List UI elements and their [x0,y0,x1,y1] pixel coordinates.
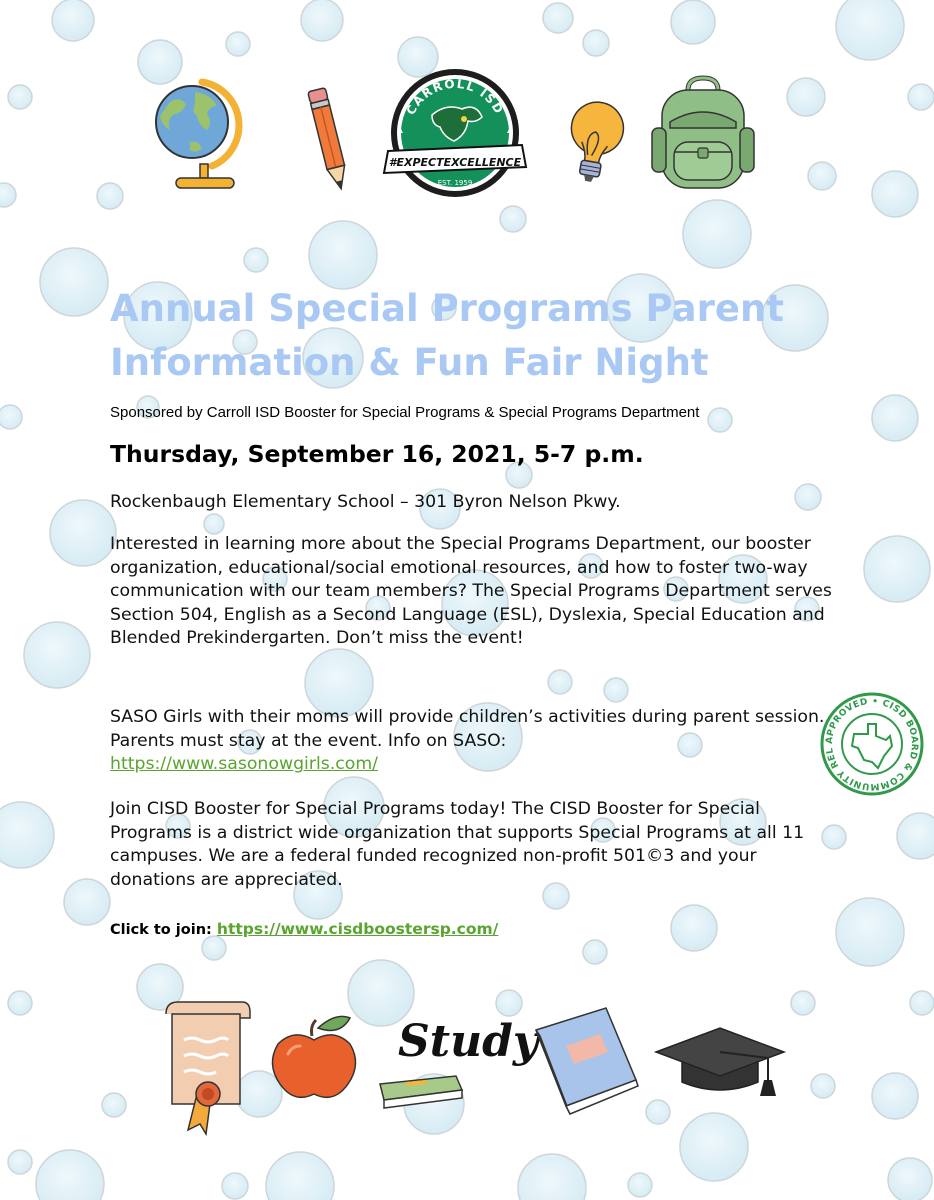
intro-paragraph: Interested in learning more about the Special Programs Department, our booster organization, educational/social emotional resources, and how to foster two-way communication with our team members? The Special Programs Department serves Section 504, English as a Second Language (ESL), Dyslexia, Special Education and Blended Prekindergarten. Don’t miss the event! [110,534,832,648]
join-link[interactable]: https://www.cisdboostersp.com/ [216,920,499,938]
event-date: Thursday, September 16, 2021, 5-7 p.m. [110,440,644,468]
logo-est: EST. 1959 [437,179,473,187]
saso-paragraph [110,706,835,777]
pencil-icon [304,84,356,196]
saso-text: SASO Girls with their moms will provide children’s activities during parent session. Parents must stay at the event. Info on SASO: [110,707,825,751]
join-label: Click to join: [110,922,212,938]
logo-motto: #EXPECTEXCELLENCE [388,156,522,169]
booster-paragraph: Join CISD Booster for Special Programs today! The CISD Booster for Special Programs is a district wide organization that supports Special Programs at all 11 campuses. We are a federal funded recognized non-profit 501©3 and your donations are appreciated. [110,799,805,890]
saso-link[interactable]: https://www.sasonowgirls.com/ [110,754,378,774]
apple-icon [268,1010,364,1106]
event-title-line-2: Information & Fun Fair Night [110,341,709,384]
event-title [110,282,870,390]
lightbulb-icon [560,96,630,188]
study-book-icon [376,1072,466,1112]
graduation-cap-icon [652,1024,788,1098]
sponsor-line: Sponsored by Carroll ISD Booster for Special Programs & Special Programs Department [110,404,700,421]
event-title-line-1: Annual Special Programs Parent [110,287,784,330]
backpack-icon [648,76,758,194]
logo-district-name: CARROLL ISD [403,76,507,118]
study-word: Study [398,1016,539,1067]
blue-book-icon [530,1004,644,1116]
district-logo [372,67,538,201]
globe-icon [150,72,255,200]
event-location: Rockenbaugh Elementary School – 301 Byron Nelson Pkwy. [110,492,621,512]
stamp-ring-text: APPROVED • CISD BOARD & COMMUNITY RELATIONS [813,683,920,792]
approved-stamp [813,683,926,798]
join-line [110,920,498,938]
diploma-icon [160,1000,250,1140]
